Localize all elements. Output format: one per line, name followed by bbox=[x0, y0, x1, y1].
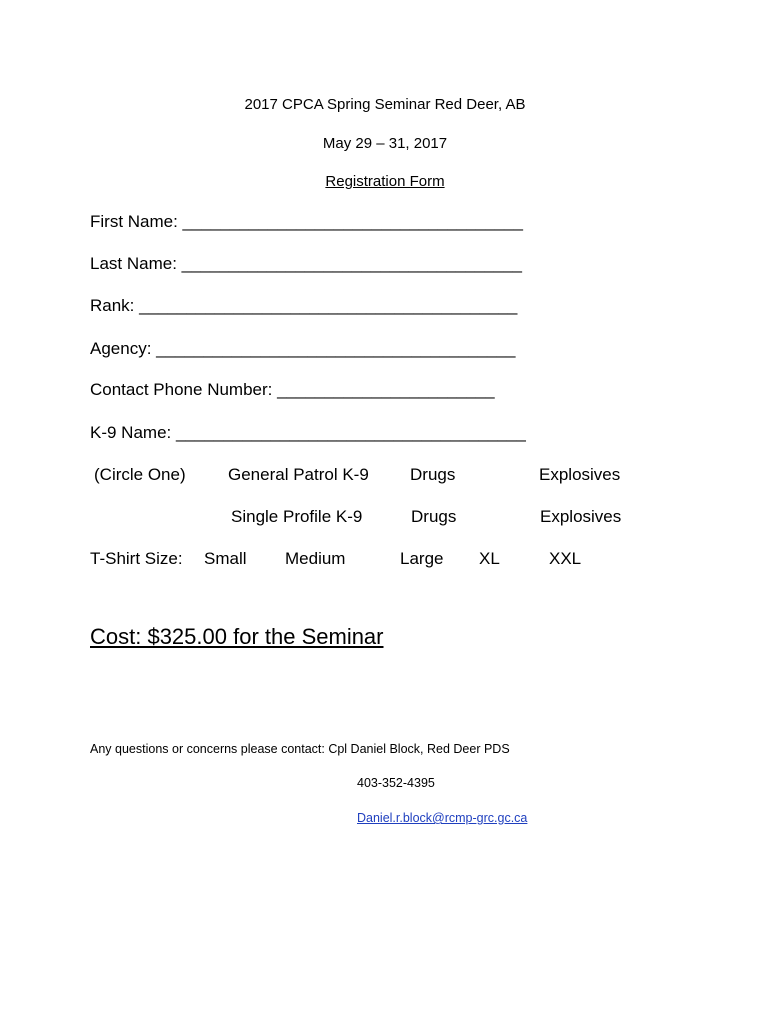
general-patrol-drugs-option[interactable]: Drugs bbox=[410, 465, 456, 484]
event-title: 2017 CPCA Spring Seminar Red Deer, AB bbox=[244, 96, 526, 113]
contact-email-link[interactable]: Daniel.r.block@rcmp-grc.gc.ca bbox=[357, 811, 528, 825]
general-patrol-explosives-option[interactable]: Explosives bbox=[539, 465, 621, 484]
general-patrol-k9-option[interactable]: General Patrol K-9 bbox=[228, 465, 369, 484]
tshirt-size-xxl[interactable]: XXL bbox=[549, 549, 582, 568]
contact-info: Any questions or concerns please contact: Cpl Daniel Block, Red Deer PDS bbox=[90, 742, 510, 756]
tshirt-size-small[interactable]: Small bbox=[204, 549, 247, 568]
agency-field[interactable]: Agency: ______________________________________ bbox=[90, 339, 516, 358]
single-profile-drugs-option[interactable]: Drugs bbox=[411, 507, 457, 526]
single-profile-explosives-option[interactable]: Explosives bbox=[540, 507, 622, 526]
form-title-wrapper bbox=[0, 174, 770, 189]
tshirt-size-label: T-Shirt Size: bbox=[90, 549, 183, 568]
circle-one-label: (Circle One) bbox=[94, 465, 186, 484]
tshirt-size-medium[interactable]: Medium bbox=[285, 549, 346, 568]
seminar-cost: Cost: $325.00 for the Seminar bbox=[90, 624, 384, 649]
first-name-field[interactable]: First Name: ____________________________________ bbox=[90, 212, 523, 231]
contact-phone: 403-352-4395 bbox=[357, 776, 435, 790]
k9-name-field[interactable]: K-9 Name: _____________________________________ bbox=[90, 423, 526, 442]
tshirt-size-large[interactable]: Large bbox=[400, 549, 444, 568]
last-name-field[interactable]: Last Name: ____________________________________ bbox=[90, 254, 523, 273]
rank-field[interactable]: Rank: ________________________________________ bbox=[90, 296, 518, 315]
event-dates: May 29 – 31, 2017 bbox=[322, 135, 448, 152]
form-title: Registration Form bbox=[325, 173, 445, 190]
contact-phone-field[interactable]: Contact Phone Number: _______________________ bbox=[90, 380, 495, 399]
tshirt-size-xl[interactable]: XL bbox=[479, 549, 500, 568]
single-profile-k9-option[interactable]: Single Profile K-9 bbox=[231, 507, 363, 526]
